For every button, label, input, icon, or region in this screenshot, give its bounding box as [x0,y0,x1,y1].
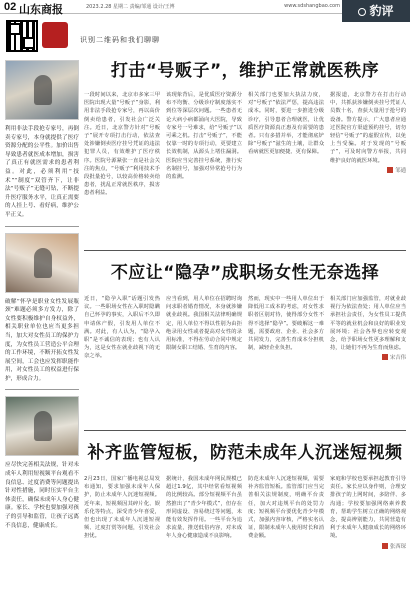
article-body [84,475,406,602]
article-column-text: 据报道，北京警方在打击行动中，共抓获涉嫌倒卖挂号凭证人员数十名，查获大量用于抢号的设备。警方提示，广大患者应通过医院官方渠道预约挂号，切勿轻信“号贩子”的虚假宣传，以免上当受骗。对于发现的“号贩子”，可及时向警方举报，共同维护良好的就医环境。 [330,92,406,164]
article-author: 邹通 [395,167,406,174]
sidebar-comment: 应尽快完善相关法规，针对未成年人利用短视频平台观看不良信息、过度消费等问题提出针对性措施，同时压实平台主体责任，确保未成年人身心健康。家长、学校也要加强对孩子的引导和监管，让孩子远离不良信息，健康成长。 [5,462,79,529]
article-body [84,295,406,455]
article-column: 防范未成年人沉迷短视频，需要补齐监管短板。监管部门应当完善相关法规制度，明确平台责任，加大对违规平台的处罚力度；短视频平台要优化青少年模式，加强内容审核，严格实名认证，限制未成年人使用时长和消费金额。 [248,476,324,540]
article-author: 宋吉伟 [389,355,406,362]
article-column: 2月23日，国家广播电视总局发布通知，要求加强未成年人保护，防止未成年人沉迷短视频。近年来，短视频因其碎片化、娱乐化等特点，深受青少年喜爱，但也出现了未成年人沉迷短视频、过度打赏等问题，引发社会担忧。 [84,476,160,540]
article-column-text: 相关部门应加强监管，对就业歧视行为依法查处；用人单位应当承担社会责任，为女性员工提供平等的就业机会和良好的职业发展环境；社会各界也应转变观念，给予职场女性更多理解和支持，让她们不再为生育而焦虑。 [330,296,406,352]
section-logo-icon [358,8,366,16]
section-label: 豹评 [369,4,394,18]
section-tab [342,0,410,22]
sidebar [5,60,79,595]
article-column: 近日，“隐孕入职”话题引发热议。一些职场女性在入职时隐瞒自己怀孕的事实，入职后不久即申请休产假，引发用人单位不满。对此，有人认为，“隐孕入职”是不诚信的表现；也有人认为，这是女性在就业歧视下的无奈之举。 [84,296,160,360]
newspaper-name: 山东商报 [19,3,63,16]
article-headline[interactable]: 不应让“隐孕”成职场女性无奈选择 [110,263,380,283]
article-1 [84,56,406,261]
article-headline[interactable]: 补齐监管短板，防范未成年人沉迷短视频 [87,443,403,463]
qr-slogan: 识别二维码和我们聊聊 [80,36,160,44]
commentator-photo [5,233,79,293]
article-column [330,475,406,602]
app-logo-icon [42,22,68,48]
sidebar-comment: 破解“怀孕是职业女性发展瓶颈”难题必须多方发力，除了女性要积极维护自身权益外，相关职业单位也应当更多担当，加大对女性员工的保护力度，为女性员工营造公平合理的工作环境，不断开拓女性发展空间，工会也应发挥职能作用，对女性员工的权益进行保护，形成合力。 [5,298,79,382]
article-column: 应当看到，用人单位在招聘时询问求职者婚育情况，本身就涉嫌就业歧视。我国相关法律明确规定，用人单位不得以性别为由拒绝录用女性或者提高对女性的录用标准，不得在劳动合同中规定限制女职工结婚、生育的内容。 [166,296,242,352]
article-2 [84,258,406,455]
author-marker-icon [382,543,388,549]
website-url[interactable]: www.sdshangbao.com [284,3,340,9]
author-marker-icon [382,354,388,360]
article-headline[interactable]: 打击“号贩子”，维护正常就医秩序 [110,61,380,81]
article-column: 一段时间以来，北京市多家三甲医院出现大量“号贩子”身影，利用非法手段抢专家号，再以高价倒卖给患者，引发社会广泛关注。近日，北京警方针对“号贩子”展开专项打击行动，依法查处涉嫌倒卖医疗挂号凭证的违法犯罪人员，有效维护了医疗秩序。医院号源紧张一直是社会关注的焦点，“号贩子”利用技术手段批量抢号，以较高价格转卖给患者，扰乱正常就医秩序，损害患者利益。 [84,92,160,197]
article-column: 相关部门也要加大执法力度，对“号贩子”依法严惩，提高违法成本。同时，要进一步推进分级诊疗，引导患者合理就医，让优质医疗资源真正惠及有需要的患者。只有多措并举，才能彻底铲除“号贩子”滋生的土壤，让群众看病就医更加便捷、更有保障。 [248,92,324,156]
page-number: 02 [4,1,17,13]
issue-meta: 2023.2.28 星期二 责编/邹通 设计/王博 [86,4,175,10]
section-divider [84,250,406,251]
article-column-text: 家庭和学校也要承担起教育引导责任。家长应以身作则，合理安排孩子的上网时间，多陪伴、多沟通；学校要加强网络素养教育，帮助学生树立正确的网络观念，提高辨别能力，共同营造有利于未成年人健康成长的网络环境。 [330,476,406,540]
commentator-photo [5,60,79,120]
article-author: 张西琛 [389,543,406,550]
article-column [330,91,406,261]
article-3 [84,438,406,602]
section-divider [84,430,406,431]
commentator-photo [5,396,79,456]
article-column: 该现象背后，是优质医疗资源分布不均衡、分级诊疗制度落实不到位等深层次问题。一些患者无论大病小病都涌向大医院，导致专家号一号难求，给“号贩子”以可乘之机。打击“号贩子”，不能仅靠一时的专项行动，更要建立长效机制，从源头上堵住漏洞。医院应当完善挂号系统，推行实名制挂号，加强对异常抢号行为的监测。 [166,92,242,181]
article-column: 然而，现实中一些用人单位出于降低用工成本的考虑，对女性求职者区别对待，使得部分女性不得不选择“隐孕”。要破解这一难题，需要政府、企业、社会多方共同发力，完善生育成本分担机制，减轻企业负担。 [248,296,324,352]
author-marker-icon [387,167,393,173]
article-column [330,295,406,455]
qr-code-icon[interactable] [6,20,38,52]
divider [5,226,79,227]
article-body [84,91,406,261]
article-column: 据统计，我国未成年网民规模已超过1.9亿，其中经常看短视频的比例较高。部分短视频平台虽然推出了“青少年模式”，但存在形同虚设、容易绕过等问题，未能有效发挥作用。一些平台为追求流量，推送低俗内容，对未成年人身心健康造成不良影响。 [166,476,242,540]
divider [5,389,79,390]
sidebar-comment: 利用非法手段抢专家号，再倒卖专家号，本身就提供了医疗资源分配的公平性。加价出售导致患者就医成本增加，损害了真正有就医需求的患者利益。对此，必须利用“技术”“制度”双管齐下，让非法“号贩子”无缝可钻，不断提升医疗服务水平，让真正需要的人挂上号、看好病，维护公平正义。 [5,126,79,218]
